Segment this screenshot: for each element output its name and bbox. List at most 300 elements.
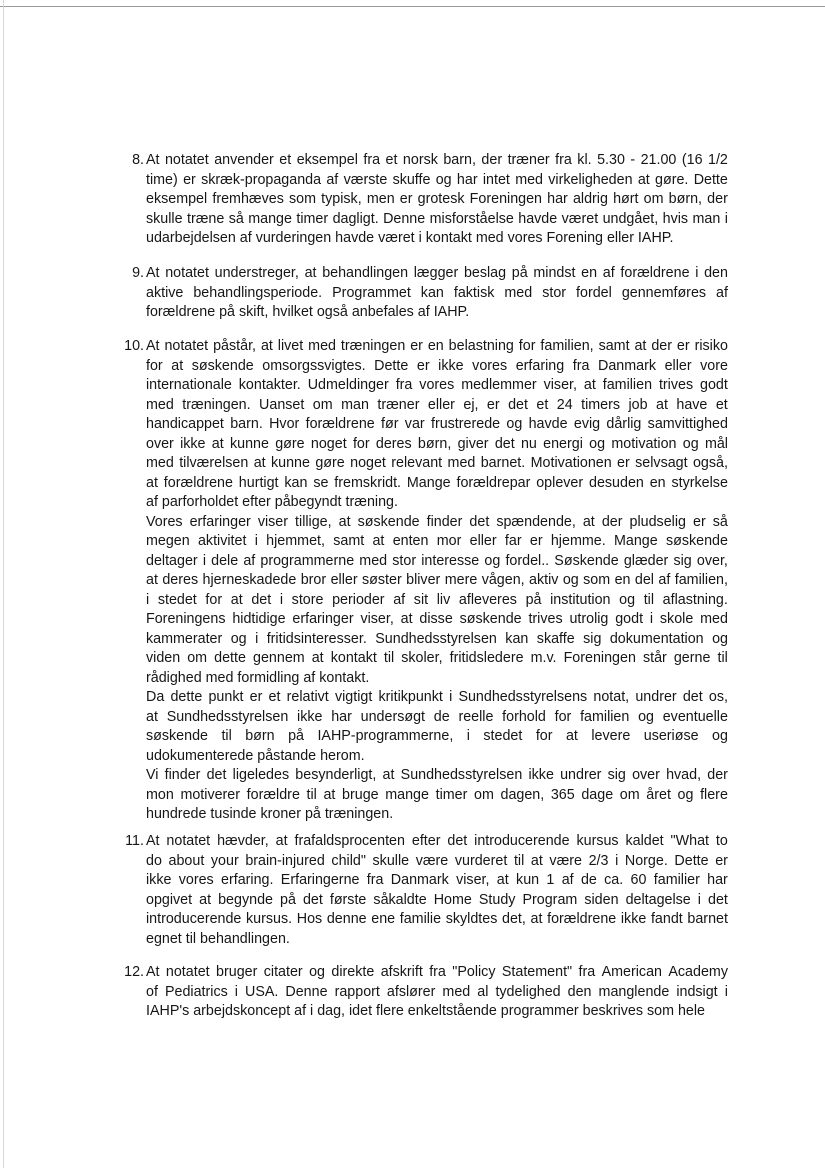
word: med (308, 338, 336, 354)
word: bliver (406, 572, 441, 588)
word: at (146, 474, 158, 491)
text-line (146, 513, 728, 533)
word: som (289, 191, 317, 207)
word: notatet (165, 964, 210, 980)
word: notatet (164, 338, 209, 354)
word: i (449, 689, 453, 705)
word: over (632, 767, 660, 783)
word: hævder, (217, 833, 269, 849)
word: Danmark (598, 357, 656, 374)
word: være (549, 852, 582, 869)
numbered-item-12 (120, 963, 730, 1022)
word: at (253, 455, 266, 471)
word: Sundhedsstyrelsen (375, 630, 497, 647)
word: påstår, (213, 338, 257, 354)
word: deltager (146, 552, 198, 569)
word: hidtidige (232, 611, 286, 627)
word: med (359, 552, 388, 569)
text-line (146, 871, 728, 891)
word: "What (670, 833, 709, 849)
word: Study (478, 891, 516, 908)
word: IAHP-programmerne, (317, 728, 454, 744)
word: giver (457, 435, 489, 452)
word: der (651, 338, 672, 354)
word: ene (371, 911, 396, 927)
word: søskende (665, 533, 728, 549)
word: deres (162, 572, 199, 588)
word: undrer (560, 767, 602, 783)
word: af (716, 284, 728, 301)
word: om (619, 786, 640, 803)
word: søskende (146, 728, 208, 744)
word: af (326, 171, 339, 188)
word: til (717, 650, 728, 666)
word: det (302, 891, 323, 908)
word: finder (164, 767, 201, 783)
word: Sundhedsstyrelsen (400, 767, 523, 783)
word: trives (658, 377, 694, 393)
word: At (146, 964, 160, 980)
word: Programmet (332, 284, 411, 301)
word: gennem (253, 650, 305, 666)
word: skyldtes (445, 911, 498, 927)
word: skulle (146, 210, 183, 227)
word: 60 (630, 872, 647, 888)
word: sit (413, 591, 429, 608)
word: Statement" (501, 964, 573, 980)
word: i (255, 630, 259, 647)
item-text (146, 151, 728, 249)
word: aktive (146, 284, 184, 301)
word: Program (522, 891, 578, 908)
word: erfaring (515, 357, 565, 374)
word: havde (528, 416, 568, 432)
word: mindst (533, 265, 576, 281)
word: eksempel (146, 191, 208, 207)
text-line (146, 532, 728, 552)
word: mon (146, 786, 174, 803)
word: gøre (275, 435, 305, 452)
word: at (583, 377, 596, 393)
word: direkte (331, 964, 375, 980)
word: fremskridt. (334, 474, 402, 491)
text-line (146, 552, 728, 572)
word: der (601, 513, 623, 530)
word: brain-injured (245, 852, 325, 869)
word: at (372, 533, 385, 549)
word: søskende (459, 611, 522, 627)
item-number: 9. (132, 265, 144, 281)
word: At (146, 338, 160, 354)
word: ikke (528, 767, 554, 783)
word: at (260, 338, 273, 354)
word: at (311, 650, 324, 666)
word: Uanset (259, 396, 305, 413)
word: erfaringer (292, 611, 354, 627)
word: siden (584, 891, 619, 908)
word: kritikpunkt (378, 689, 443, 705)
word: de (580, 872, 597, 888)
word: m.v. (530, 650, 557, 666)
text-line: hundrede tusinde kroner på træningen. (146, 806, 394, 822)
word: finder (426, 513, 463, 530)
word: skole (659, 611, 694, 627)
word: er (693, 513, 706, 530)
word: afleveres (458, 591, 517, 608)
word: at (530, 852, 543, 869)
word: styrkelse (671, 474, 728, 491)
word: at (656, 396, 668, 413)
word: disse (419, 611, 453, 627)
word: typisk, (321, 191, 362, 207)
word: tydelighed (495, 983, 561, 1000)
word: kan (505, 630, 529, 647)
word: skaffe (536, 630, 575, 647)
text-line (146, 766, 728, 786)
word: Foreningens (146, 611, 226, 627)
word: forældrene (547, 911, 617, 927)
word: efter (411, 833, 441, 849)
word: aktiv (529, 572, 559, 588)
word: norsk (402, 152, 438, 168)
word: Mange (406, 474, 451, 491)
text-line: forældrene på skift, hvilket også anbefales af IAHP. (146, 304, 470, 320)
word: dele (211, 552, 239, 569)
word: liv (436, 591, 451, 608)
word: hurtigt (238, 474, 279, 491)
word: så (712, 513, 728, 530)
word: stor (392, 552, 417, 569)
word: den (567, 983, 592, 1000)
word: viser, (456, 872, 490, 888)
word: i (724, 210, 728, 227)
word: med (146, 396, 174, 413)
word: hjemme. (550, 533, 606, 549)
word: fra (555, 152, 572, 168)
word: dage (581, 786, 614, 803)
word: reelle (458, 708, 494, 725)
text-line (146, 396, 728, 416)
word: træningen (340, 338, 406, 354)
word: havde (518, 210, 558, 227)
word: så (228, 210, 244, 227)
text-line: udokumenterede påstande herom. (146, 747, 365, 764)
word: og (435, 171, 452, 188)
word: kan (420, 284, 444, 301)
word: af (393, 591, 406, 608)
word: at (146, 708, 158, 725)
word: skræk-propaganda (201, 171, 322, 188)
word: at (400, 611, 413, 627)
word: og (682, 435, 699, 452)
word: deres (375, 435, 412, 452)
word: vurderet (454, 852, 508, 869)
word: med (515, 171, 543, 188)
word: viden (146, 650, 181, 666)
numbered-item-10 (120, 337, 730, 825)
word: mere (444, 572, 478, 588)
word: står (642, 650, 667, 666)
text-line (146, 571, 728, 591)
word: tillige, (295, 513, 332, 530)
word: familie (399, 911, 442, 927)
word: at (275, 833, 288, 849)
word: vores (419, 377, 455, 393)
word: det (494, 435, 515, 452)
word: gerne (673, 650, 711, 666)
numbered-item-8 (120, 151, 730, 249)
word: medlemmer (461, 377, 537, 393)
word: misforståelse (429, 210, 514, 227)
word: undgået, (602, 210, 659, 227)
word: over, (696, 552, 728, 569)
numbered-item-11 (120, 832, 730, 949)
word: 1/2 (708, 152, 728, 168)
word: gøre. (655, 171, 689, 188)
word: barnet (687, 911, 728, 927)
word: at (496, 872, 509, 888)
word: til (383, 650, 395, 666)
text-line (146, 210, 728, 230)
word: American (601, 964, 662, 980)
word: for (352, 435, 370, 452)
word: at (211, 435, 224, 452)
word: det (469, 513, 490, 530)
word: familien, (540, 338, 594, 354)
word: eksempel (296, 152, 358, 168)
item-number: 10. (124, 338, 144, 354)
word: evig (573, 416, 601, 432)
word: forældrene (163, 474, 233, 491)
item-number: 12. (124, 964, 144, 980)
word: At (146, 265, 160, 281)
word: og (562, 572, 579, 588)
word: om (187, 650, 208, 666)
word: godt (615, 611, 644, 627)
word: børn, (668, 191, 703, 207)
text-line (146, 649, 728, 669)
word: Danmark (390, 872, 449, 888)
word: Norge. (624, 852, 668, 869)
word: Dette (374, 357, 409, 374)
word: skoler, (401, 650, 443, 666)
word: at (338, 513, 351, 530)
word: useriøse (643, 728, 699, 744)
item-text (146, 832, 728, 949)
word: er (529, 533, 543, 549)
word: fordel (576, 284, 612, 301)
word: søskende (191, 357, 254, 374)
word: til (643, 591, 655, 608)
word: have (676, 396, 708, 413)
word: grotesk (417, 191, 465, 207)
word: at (382, 767, 395, 783)
word: eller (330, 572, 358, 588)
word: kontakt (330, 650, 377, 666)
word: frafaldsprocenten (294, 833, 405, 849)
word: af (658, 572, 671, 588)
word: Vi (146, 767, 159, 783)
word: begynde (218, 891, 273, 908)
word: relevant (391, 455, 443, 471)
word: Hos (296, 911, 323, 927)
text-line (146, 284, 728, 304)
word: med (146, 455, 174, 471)
word: 5.30 (597, 152, 625, 168)
word: eller (664, 357, 692, 374)
word: de (433, 708, 450, 725)
word: og (484, 552, 501, 569)
numbered-item-9 (120, 264, 730, 323)
word: introducerende (474, 833, 570, 849)
word: forældrepar (456, 474, 531, 491)
word: fandt (650, 911, 683, 927)
word: der (707, 767, 728, 783)
word: såkaldte (373, 891, 427, 908)
word: for (518, 338, 536, 354)
word: afskrift (380, 964, 423, 980)
word: for (535, 728, 553, 744)
word: med (442, 983, 471, 1000)
word: Pediatrics (164, 983, 228, 1000)
word: 365 (550, 786, 575, 803)
word: træningen. (182, 396, 251, 413)
word: i (279, 591, 284, 608)
word: spændende, (496, 513, 576, 530)
word: ikke (297, 708, 323, 725)
word: med (700, 611, 728, 627)
word: i (615, 852, 619, 869)
text-line (146, 983, 728, 1003)
text-line (146, 630, 728, 650)
text-line: af parforholdet efter påbegyndt træning. (146, 494, 398, 510)
word: at (146, 572, 158, 588)
text-line (146, 708, 728, 728)
word: vore (700, 357, 728, 374)
word: Søskende (554, 552, 619, 569)
word: og (506, 416, 523, 432)
word: i (697, 891, 701, 908)
word: værste (343, 171, 388, 188)
word: i (724, 983, 728, 1000)
word: været (561, 210, 599, 227)
word: vågen, (481, 572, 525, 588)
word: på (280, 891, 296, 908)
word: der (707, 191, 728, 207)
text-line (146, 727, 728, 747)
word: levere (591, 728, 631, 744)
word: familien (602, 377, 653, 393)
word: træner (507, 152, 550, 168)
word: er (183, 171, 196, 188)
word: er (715, 852, 728, 869)
word: at (530, 911, 543, 927)
word: om (312, 396, 333, 413)
word: fra (366, 872, 384, 888)
word: fritidsledere (449, 650, 524, 666)
word: notat, (593, 689, 630, 705)
word: familier (653, 872, 700, 888)
word: Foreningen (563, 650, 636, 666)
word: vores (178, 872, 214, 888)
word: har (547, 191, 568, 207)
word: ikke (620, 911, 647, 927)
word: familien (580, 708, 630, 725)
word: 24 (556, 396, 573, 413)
word: af (561, 872, 574, 888)
word: energi (543, 435, 583, 452)
word: gennemføres (621, 284, 707, 301)
word: året (646, 786, 671, 803)
word: dårlig (606, 416, 642, 432)
word: kursus. (246, 911, 293, 927)
word: motiverer (180, 786, 241, 803)
word: timer (296, 210, 329, 227)
word: Mange (613, 533, 658, 549)
word: Da (146, 689, 165, 705)
word: USA. (245, 983, 279, 1000)
text-line (146, 910, 728, 930)
word: søskende (357, 513, 420, 530)
text-line (146, 610, 728, 630)
word: behandlingsperiode. (193, 284, 323, 301)
word: er (676, 338, 690, 354)
word: 21.00 (640, 152, 677, 168)
word: på (288, 728, 304, 744)
word: i (466, 728, 470, 744)
word: et (536, 396, 549, 413)
word: et (385, 152, 398, 168)
word: manglende (598, 983, 670, 1000)
word: Home (433, 891, 472, 908)
item-number: 8. (132, 152, 144, 168)
word: kammerater (146, 630, 223, 647)
text-line (146, 151, 728, 171)
word: barn, (443, 152, 476, 168)
word: er (617, 455, 630, 471)
word: mange (248, 210, 292, 227)
word: det, (502, 911, 526, 927)
word: nu (520, 435, 537, 452)
word: Foreningen (469, 191, 543, 207)
word: utrolig (569, 611, 609, 627)
word: kaldet (625, 833, 664, 849)
word: fra (429, 964, 446, 980)
word: Academy (668, 964, 728, 980)
word: sig (583, 630, 602, 647)
word: i (254, 533, 258, 549)
word: notatet (165, 265, 209, 281)
word: se (313, 474, 329, 491)
word: det (251, 591, 272, 608)
text-line (146, 963, 728, 983)
word: for (146, 357, 163, 374)
text-line: egnet til behandlingen. (146, 930, 290, 947)
word: dokumentation (609, 630, 704, 647)
word: og (638, 708, 654, 725)
word: på (511, 265, 528, 281)
word: Udmeldinger (307, 377, 389, 393)
text-line (146, 891, 728, 911)
word: ikke (438, 357, 464, 374)
word: skulle (372, 852, 410, 869)
word: gøre (315, 455, 345, 471)
word: barn. (230, 416, 263, 432)
word: ikke (146, 872, 172, 888)
word: være (415, 852, 449, 869)
word: og (230, 630, 247, 647)
word: institution (550, 591, 611, 608)
